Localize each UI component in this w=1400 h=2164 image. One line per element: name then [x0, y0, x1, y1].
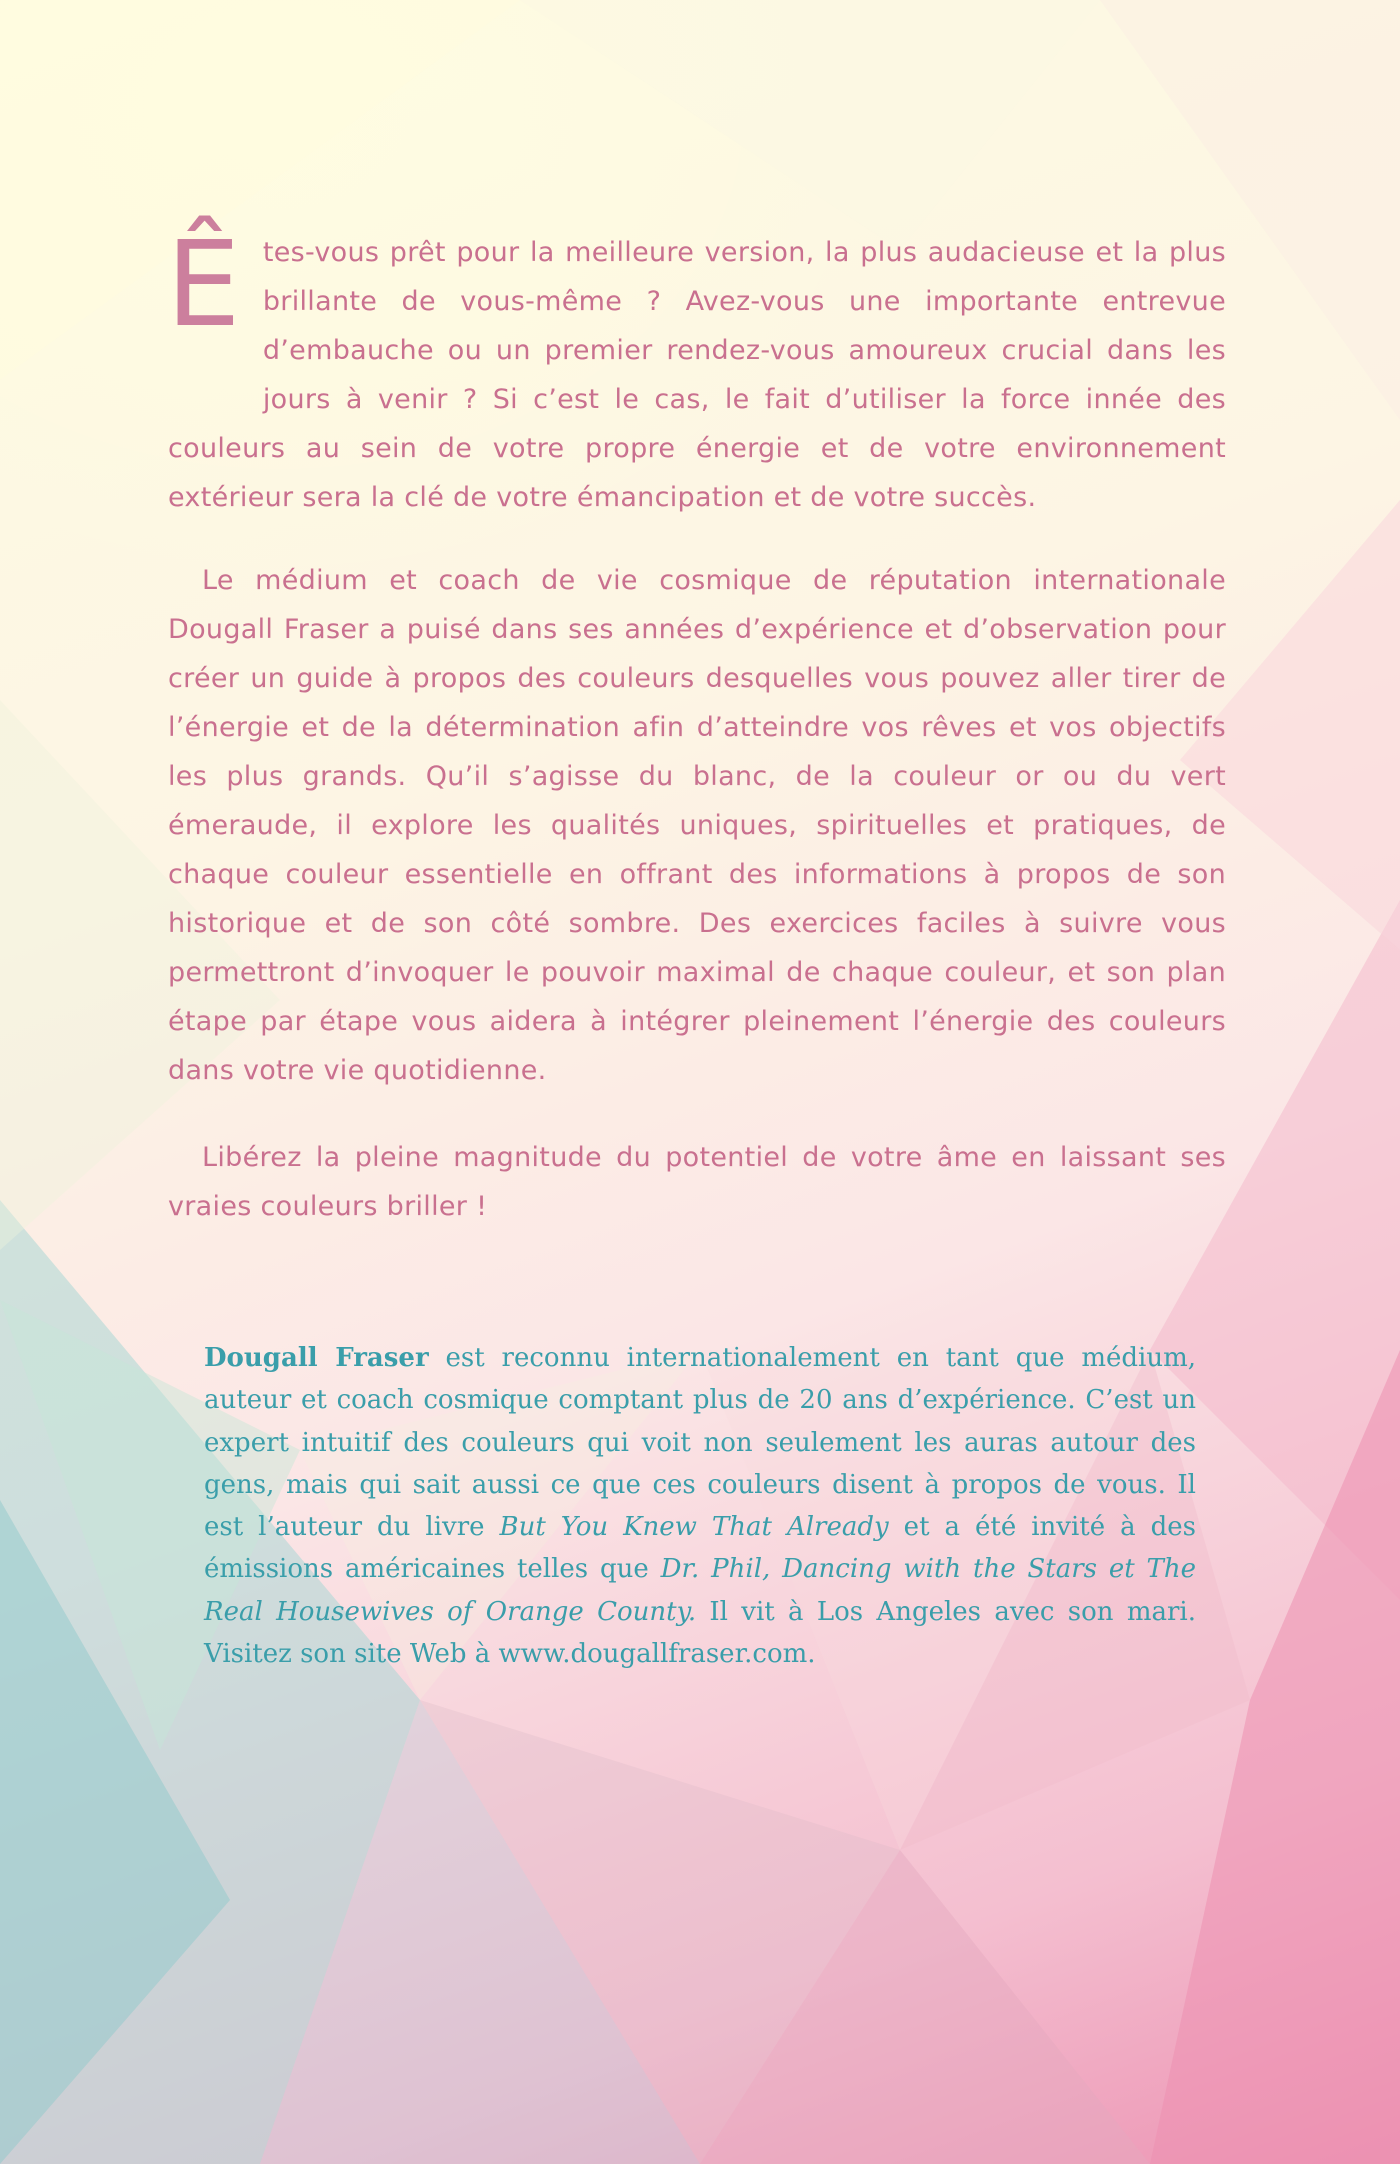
bio-text-1: est reconnu internationalement en tant que médium, auteur et coach cosmique comptant plus de 20 ans d’expérience. C’est un expert intuitif des couleurs qui voit non seulement les auras autour des gens, mais qui sait aussi ce que ces couleurs disent à propos de vous. Il est l’auteur du livre: [204, 1343, 1196, 1543]
author-bio: [204, 1337, 1196, 1675]
description-paragraph-3: Libérez la pleine magnitude du potentiel de votre âme en laissant ses vraies couleurs briller !: [168, 1142, 1226, 1222]
bio-text-3: Il vit à Los Angeles avec son mari. Visitez son site Web à www.dougallfraser.com.: [204, 1596, 1196, 1670]
intro-paragraph: [166, 215, 1226, 522]
book-title: But You Knew That Already: [499, 1512, 889, 1543]
tv-shows: Dr. Phil, Dancing with the Stars et The Real Housewives of Orange County.: [204, 1554, 1196, 1627]
author-name: Dougall Fraser: [204, 1343, 429, 1373]
bio-text-2: et a été invité à des émissions américaines telles que: [204, 1512, 1196, 1585]
drop-cap: Ê: [166, 215, 241, 353]
intro-text: tes-vous prêt pour la meilleure version, la plus audacieuse et la plus brillante de vous-même ? Avez-vous une importante entrevue d’embauche ou un premier rendez-vous amoureux crucial dans les jours à venir ? Si c’est le cas, le fait d’utiliser la force innée des couleurs au sein de votre propre énergie et de votre environnement extérieur sera la clé de votre émancipation et de votre succès.: [168, 237, 1226, 513]
description-paragraph-2: Le médium et coach de vie cosmique de réputation internationale Dougall Fraser a puisé dans ses années d’expérience et d’observation pour créer un guide à propos des couleurs desquelles vous pouvez aller tirer de l’énergie et de la détermination afin d’atteindre vos rêves et vos objectifs les plus grands. Qu’il s’agisse du blanc, de la couleur or ou du vert émeraude, il explore les qualités uniques, spirituelles et pratiques, de chaque couleur essentielle en offrant des informations à propos de son historique et de son côté sombre. Des exercices faciles à suivre vous permettront d’invoquer le pouvoir maximal de chaque couleur, et son plan étape par étape vous aidera à intégrer pleinement l’énergie des couleurs dans votre vie quotidienne.: [168, 565, 1226, 1086]
